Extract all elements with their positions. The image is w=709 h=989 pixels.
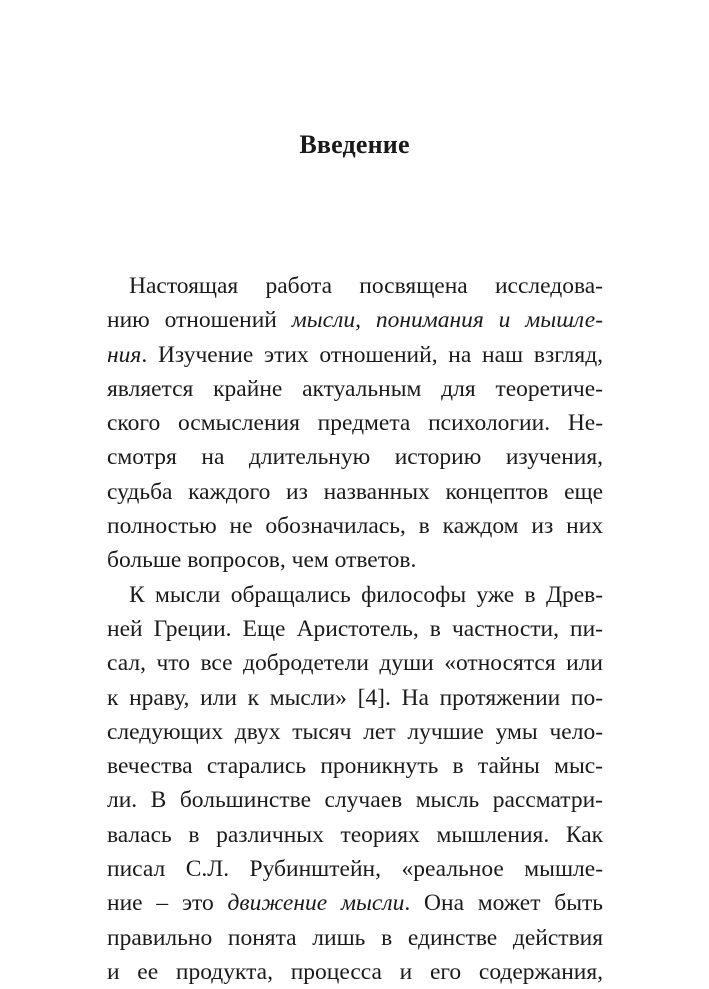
text-run: –: [156, 890, 169, 917]
text-run: полностью: [107, 513, 217, 540]
text-run: понята: [227, 924, 297, 951]
text-run: лишь: [312, 924, 366, 951]
text-run: различных: [216, 821, 324, 848]
text-run: Еще: [242, 615, 286, 642]
text-line: [107, 406, 603, 440]
text-run: проникнуть: [320, 753, 439, 780]
text-run: смотря: [107, 444, 177, 471]
italic-text: и: [498, 307, 511, 334]
text-run: мысль: [415, 787, 480, 814]
text-line: [107, 372, 603, 406]
text-run: концептов: [445, 478, 549, 505]
text-run: быть: [554, 890, 603, 917]
text-run: взгляд,: [533, 341, 604, 368]
text-line: [107, 921, 603, 955]
text-run: писал: [107, 856, 166, 883]
text-run: из: [531, 513, 554, 540]
text-run: к: [247, 684, 260, 711]
text-line: [107, 303, 603, 337]
text-run: чело-: [549, 718, 604, 745]
text-run: тысяч: [292, 718, 352, 745]
text-run: лучшие: [407, 718, 484, 745]
text-run: отношений,: [319, 341, 438, 368]
text-run: них: [566, 513, 604, 540]
text-run: следующих: [107, 718, 223, 745]
text-run: валась: [107, 821, 172, 848]
text-run: чем: [291, 547, 329, 574]
text-run: еще: [564, 478, 604, 505]
italic-text: ния: [107, 341, 142, 368]
text-run: исследова-: [494, 273, 604, 299]
text-line: [107, 818, 603, 852]
italic-text: мышле-: [525, 307, 604, 334]
text-run: протяжении: [439, 684, 561, 711]
text-run: в: [452, 753, 464, 780]
text-run: теориях: [340, 821, 420, 848]
text-line: [107, 749, 603, 783]
text-run: мысли»: [269, 684, 347, 711]
text-run: ее: [137, 958, 159, 985]
text-run: все: [200, 650, 233, 677]
text-run: и: [107, 958, 120, 985]
text-run: рассматри-: [492, 787, 604, 814]
text-run: работа: [265, 273, 333, 299]
text-line: [107, 783, 603, 817]
text-run: вечества: [107, 753, 193, 780]
text-line: [107, 612, 603, 646]
text-run: частности,: [451, 615, 559, 642]
text-run: его: [429, 958, 462, 985]
text-run: или: [566, 650, 604, 677]
text-run: Она: [424, 890, 464, 917]
text-run: или: [200, 684, 237, 711]
text-run: процесса: [290, 958, 382, 985]
text-run: ответов.: [334, 547, 417, 574]
text-line: [107, 269, 603, 303]
text-run: К: [129, 581, 145, 608]
text-run: каждом: [442, 513, 519, 540]
text-run: мышления.: [436, 821, 550, 848]
text-run: Аристотель,: [296, 615, 419, 642]
text-run: Рубинштейн,: [249, 856, 381, 883]
text-run: Изучение: [157, 341, 254, 368]
text-line: [107, 578, 603, 612]
text-run: умы: [495, 718, 538, 745]
text-run: сал,: [107, 650, 146, 677]
text-run: действия: [512, 924, 604, 951]
text-run: уже: [476, 581, 515, 608]
text-line: [107, 338, 603, 372]
text-run: этих: [264, 341, 309, 368]
text-run: это: [181, 890, 214, 917]
text-run: Не-: [567, 410, 604, 437]
text-run: актуальным: [302, 375, 422, 402]
text-run: Греции.: [153, 615, 232, 642]
text-run: к: [107, 684, 119, 711]
text-line: [107, 440, 603, 474]
text-line: [107, 646, 603, 680]
text-run: названных: [323, 478, 430, 505]
text-run: большинстве: [179, 787, 312, 814]
text-run: [4].: [357, 684, 391, 711]
text-line: [107, 543, 603, 577]
text-run: «реальное: [401, 856, 504, 883]
text-run: добродетели: [243, 650, 369, 677]
text-line: [107, 509, 603, 543]
text-run: тайны: [477, 753, 540, 780]
text-run: нраву,: [129, 684, 190, 711]
text-run: может: [477, 890, 541, 917]
text-run: Как: [565, 821, 604, 848]
text-run: ского: [107, 410, 161, 437]
text-run: отношений: [164, 307, 277, 334]
text-run: является: [107, 375, 194, 402]
text-run: пи-: [570, 615, 604, 642]
text-run: С.Л.: [185, 856, 230, 883]
italic-text: понимания: [375, 307, 484, 334]
text-run: .: [141, 341, 148, 368]
text-run: На: [401, 684, 429, 711]
text-line: [107, 715, 603, 749]
text-run: единстве: [407, 924, 498, 951]
text-run: в: [429, 615, 441, 642]
text-run: «относятся: [444, 650, 556, 677]
text-run: психологии.: [428, 410, 551, 437]
text-run: содержания,: [478, 958, 604, 985]
text-run: Древ-: [545, 581, 604, 608]
text-run: больше: [107, 547, 182, 574]
text-run: .: [404, 890, 411, 917]
text-run: в: [381, 924, 393, 951]
text-line: [107, 886, 603, 920]
text-line: [107, 955, 603, 989]
text-run: случаев: [324, 787, 403, 814]
text-run: мышле-: [524, 856, 604, 883]
text-run: теоретиче-: [495, 375, 603, 402]
text-run: по-: [570, 684, 604, 711]
text-run: не: [229, 513, 253, 540]
text-run: Настоящая: [129, 273, 239, 299]
text-run: длительную: [248, 444, 371, 471]
text-run: ние: [107, 890, 143, 917]
text-run: и: [399, 958, 413, 985]
text-run: мыс-: [554, 753, 604, 780]
text-run: ней: [107, 615, 143, 642]
text-run: правильно: [107, 924, 213, 951]
text-run: судьба: [107, 478, 173, 505]
text-run: ли.: [107, 787, 138, 814]
text-run: посвящена: [359, 273, 468, 299]
text-run: в: [524, 581, 536, 608]
text-run: в: [188, 821, 200, 848]
text-run: историю: [394, 444, 482, 471]
text-run: каждого: [188, 478, 271, 505]
text-run: двух: [234, 718, 281, 745]
body-text: [107, 269, 603, 989]
text-run: мысли: [154, 581, 221, 608]
text-run: нию: [107, 307, 150, 334]
text-run: изучения,: [505, 444, 604, 471]
text-line: [107, 852, 603, 886]
text-run: что: [156, 650, 190, 677]
text-run: вопросов,: [187, 547, 286, 574]
text-run: осмысления: [177, 410, 300, 437]
text-run: на: [448, 341, 472, 368]
text-run: лет: [363, 718, 396, 745]
text-run: для: [441, 375, 476, 402]
italic-text: мысли: [341, 890, 405, 917]
chapter-title: Введение: [299, 130, 410, 159]
text-line: [107, 681, 603, 715]
text-run: В: [150, 787, 167, 814]
text-run: крайне: [213, 375, 283, 402]
text-run: предмета: [317, 410, 411, 437]
text-run: наш: [482, 341, 524, 368]
text-run: души: [379, 650, 434, 677]
text-run: продукта,: [175, 958, 273, 985]
text-run: обращались: [230, 581, 351, 608]
text-run: обозначилась,: [265, 513, 406, 540]
text-line: [107, 475, 603, 509]
italic-text: мысли,: [291, 307, 361, 334]
text-run: на: [201, 444, 225, 471]
italic-text: движение: [227, 890, 328, 917]
text-run: из: [286, 478, 308, 505]
text-run: философы: [361, 581, 467, 608]
text-run: в: [418, 513, 430, 540]
text-run: старались: [206, 753, 307, 780]
